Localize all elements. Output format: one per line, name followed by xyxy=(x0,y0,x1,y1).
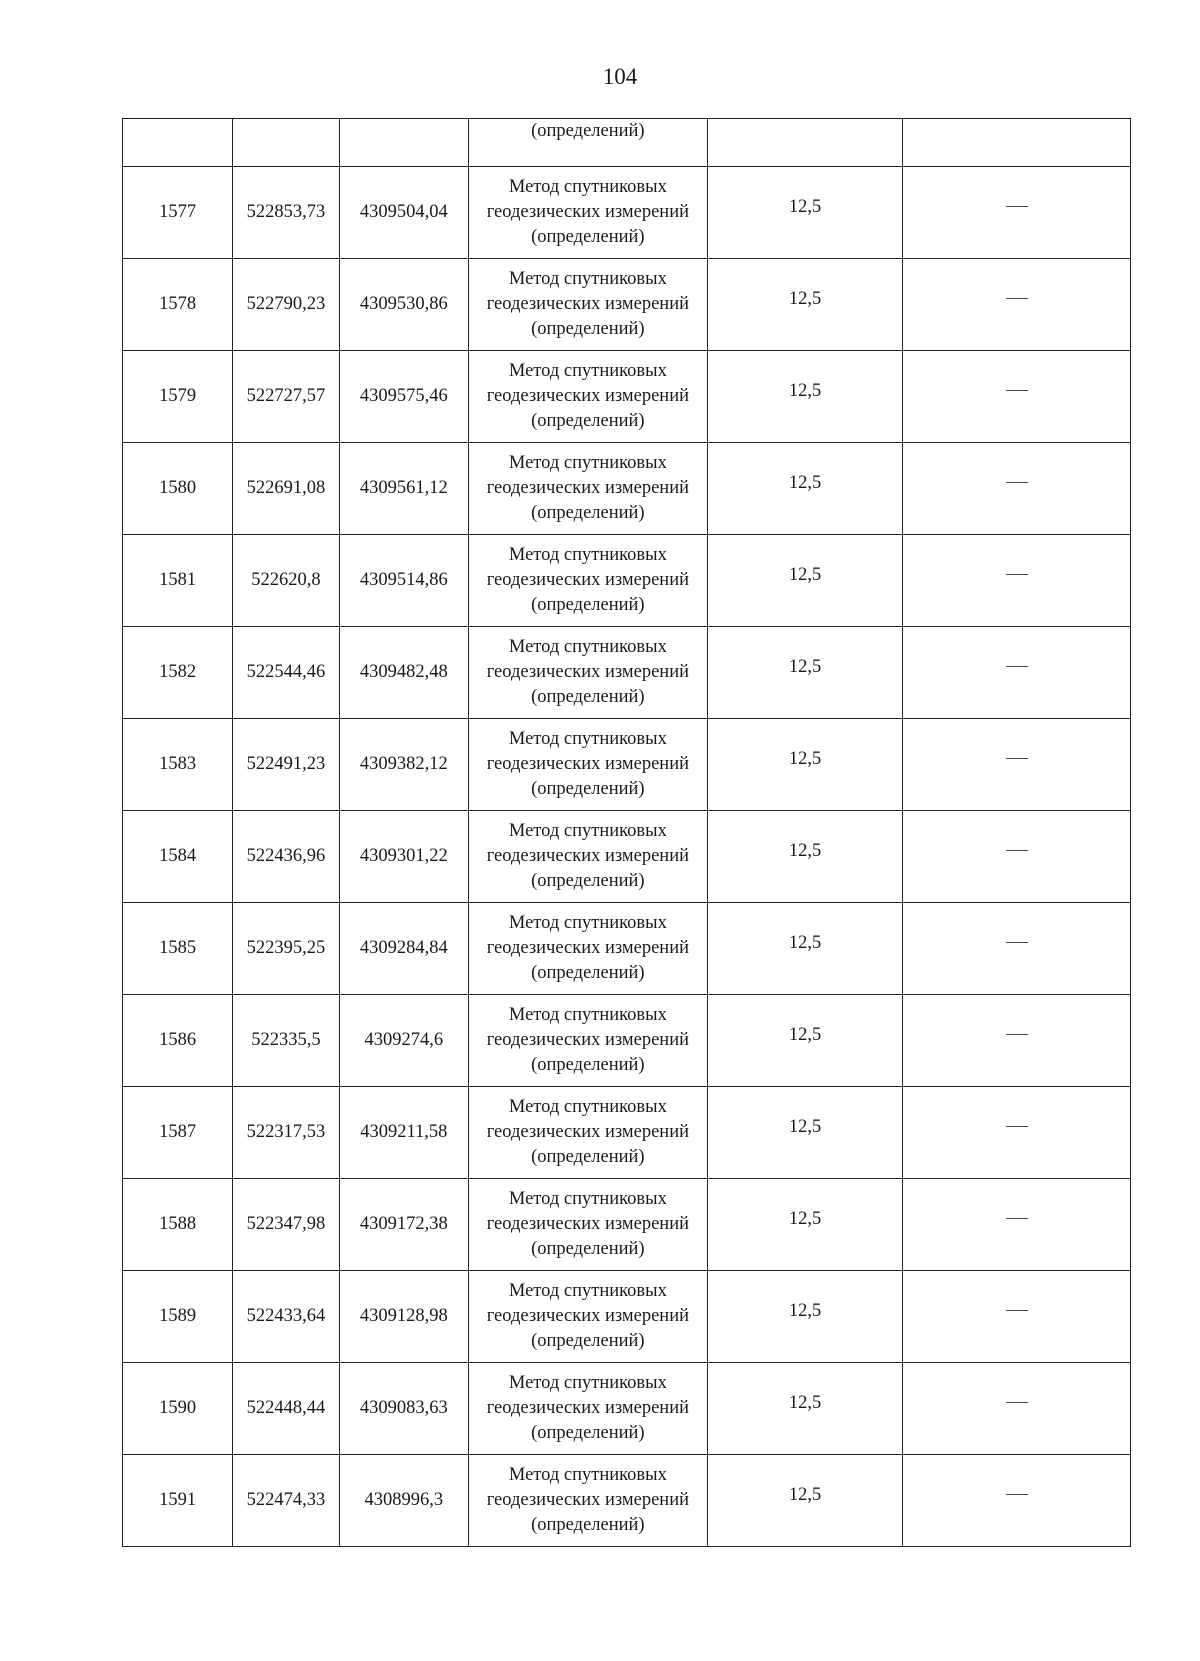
method-line: геодезических измерений xyxy=(486,294,690,314)
cell-description xyxy=(903,811,1131,903)
cell-method xyxy=(469,1363,708,1455)
cell-number: 1580 xyxy=(123,443,233,535)
cell-description xyxy=(903,1087,1131,1179)
accuracy-value: 12,5 xyxy=(788,1393,822,1413)
cell-method xyxy=(469,1179,708,1271)
table-row xyxy=(123,811,1131,903)
cell-x: 522491,23 xyxy=(233,719,339,811)
method-line: геодезических измерений xyxy=(486,846,690,866)
cell-number: 1588 xyxy=(123,1179,233,1271)
cell-y: 4309504,04 xyxy=(339,167,468,259)
cell-y: 4309274,6 xyxy=(339,995,468,1087)
cell-description xyxy=(903,1363,1131,1455)
method-line: (определений) xyxy=(531,963,645,983)
method-line: (определений) xyxy=(531,1515,645,1535)
cell-y: 4309482,48 xyxy=(339,627,468,719)
cell-x: 522436,96 xyxy=(233,811,339,903)
method-line: Метод спутниковых xyxy=(508,637,667,657)
cell-x: 522317,53 xyxy=(233,1087,339,1179)
table-row xyxy=(123,259,1131,351)
method-line: геодезических измерений xyxy=(486,938,690,958)
method-line: геодезических измерений xyxy=(486,570,690,590)
table-row xyxy=(123,1087,1131,1179)
method-line: геодезических измерений xyxy=(486,478,690,498)
cell-x: 522474,33 xyxy=(233,1455,339,1547)
cell-accuracy xyxy=(707,351,903,443)
dash-mark xyxy=(1006,1402,1028,1403)
method-line: Метод спутниковых xyxy=(508,913,667,933)
cell-accuracy xyxy=(707,811,903,903)
cell-y: 4309530,86 xyxy=(339,259,468,351)
cell-method xyxy=(469,443,708,535)
page-number: 104 xyxy=(602,64,638,89)
method-line: (определений) xyxy=(531,411,645,431)
cell-accuracy xyxy=(707,903,903,995)
method-line: геодезических измерений xyxy=(486,1398,690,1418)
cell-method xyxy=(469,995,708,1087)
cell-accuracy xyxy=(707,1363,903,1455)
cell-accuracy xyxy=(707,627,903,719)
cell-x: 522395,25 xyxy=(233,903,339,995)
cell-method xyxy=(469,1087,708,1179)
dash-mark xyxy=(1006,574,1028,575)
dash-mark xyxy=(1006,1310,1028,1311)
cell-description xyxy=(903,1179,1131,1271)
method-line: геодезических измерений xyxy=(486,202,690,222)
accuracy-value: 12,5 xyxy=(788,1485,822,1505)
cell-accuracy xyxy=(707,119,903,167)
cell-method xyxy=(469,119,708,167)
method-line: (определений) xyxy=(531,871,645,891)
accuracy-value: 12,5 xyxy=(788,1301,822,1321)
method-line: (определений) xyxy=(531,503,645,523)
cell-accuracy xyxy=(707,259,903,351)
method-line: (определений) xyxy=(531,1423,645,1443)
table-row xyxy=(123,1271,1131,1363)
cell-x: 522727,57 xyxy=(233,351,339,443)
table-row xyxy=(123,719,1131,811)
cell-number: 1586 xyxy=(123,995,233,1087)
method-line: геодезических измерений xyxy=(486,1214,690,1234)
method-line: (определений) xyxy=(531,1331,645,1351)
method-line: Метод спутниковых xyxy=(508,545,667,565)
method-line: Метод спутниковых xyxy=(508,1097,667,1117)
method-line: (определений) xyxy=(531,121,645,141)
cell-x: 522335,5 xyxy=(233,995,339,1087)
method-line: (определений) xyxy=(531,1055,645,1075)
method-line: (определений) xyxy=(531,687,645,707)
table-row xyxy=(123,1455,1131,1547)
dash-mark xyxy=(1006,850,1028,851)
cell-accuracy xyxy=(707,995,903,1087)
cell-number: 1583 xyxy=(123,719,233,811)
cell-x: 522433,64 xyxy=(233,1271,339,1363)
method-line: (определений) xyxy=(531,1147,645,1167)
table-row xyxy=(123,627,1131,719)
cell-description xyxy=(903,1455,1131,1547)
accuracy-value: 12,5 xyxy=(788,1117,822,1137)
accuracy-value: 12,5 xyxy=(788,841,822,861)
method-line: Метод спутниковых xyxy=(508,1373,667,1393)
cell-method xyxy=(469,811,708,903)
table-row xyxy=(123,903,1131,995)
cell-method xyxy=(469,627,708,719)
cell-description xyxy=(903,1271,1131,1363)
method-line: Метод спутниковых xyxy=(508,1465,667,1485)
method-line: Метод спутниковых xyxy=(508,821,667,841)
method-line: геодезических измерений xyxy=(486,1306,690,1326)
cell-number: 1581 xyxy=(123,535,233,627)
cell-method xyxy=(469,719,708,811)
cell-number: 1582 xyxy=(123,627,233,719)
cell-method xyxy=(469,351,708,443)
table-row xyxy=(123,995,1131,1087)
cell-method xyxy=(469,535,708,627)
cell-number xyxy=(123,119,233,167)
table-row xyxy=(123,167,1131,259)
cell-description xyxy=(903,719,1131,811)
method-line: (определений) xyxy=(531,779,645,799)
accuracy-value: 12,5 xyxy=(788,565,822,585)
cell-number: 1585 xyxy=(123,903,233,995)
cell-method xyxy=(469,903,708,995)
accuracy-value: 12,5 xyxy=(788,933,822,953)
cell-method xyxy=(469,167,708,259)
method-line: Метод спутниковых xyxy=(508,269,667,289)
cell-x: 522620,8 xyxy=(233,535,339,627)
cell-accuracy xyxy=(707,167,903,259)
cell-y: 4309211,58 xyxy=(339,1087,468,1179)
cell-number: 1589 xyxy=(123,1271,233,1363)
dash-mark xyxy=(1006,206,1028,207)
table-row xyxy=(123,351,1131,443)
method-line: (определений) xyxy=(531,227,645,247)
method-line: Метод спутниковых xyxy=(508,729,667,749)
cell-number: 1578 xyxy=(123,259,233,351)
method-line: Метод спутниковых xyxy=(508,1005,667,1025)
accuracy-value: 12,5 xyxy=(788,197,822,217)
method-line: (определений) xyxy=(531,595,645,615)
cell-y: 4309561,12 xyxy=(339,443,468,535)
cell-number: 1587 xyxy=(123,1087,233,1179)
method-line: Метод спутниковых xyxy=(508,361,667,381)
dash-mark xyxy=(1006,942,1028,943)
accuracy-value: 12,5 xyxy=(788,289,822,309)
cell-description xyxy=(903,259,1131,351)
method-line: геодезических измерений xyxy=(486,1490,690,1510)
cell-y: 4309172,38 xyxy=(339,1179,468,1271)
cell-accuracy xyxy=(707,719,903,811)
table-row-continuation xyxy=(123,119,1131,167)
method-line: геодезических измерений xyxy=(486,386,690,406)
cell-number: 1579 xyxy=(123,351,233,443)
method-line: Метод спутниковых xyxy=(508,453,667,473)
dash-mark xyxy=(1006,1218,1028,1219)
cell-number: 1577 xyxy=(123,167,233,259)
dash-mark xyxy=(1006,298,1028,299)
cell-y: 4309284,84 xyxy=(339,903,468,995)
cell-method xyxy=(469,1271,708,1363)
cell-x: 522448,44 xyxy=(233,1363,339,1455)
table-body xyxy=(123,119,1131,1547)
cell-x: 522544,46 xyxy=(233,627,339,719)
table-row xyxy=(123,443,1131,535)
cell-y xyxy=(339,119,468,167)
cell-x: 522790,23 xyxy=(233,259,339,351)
cell-x: 522691,08 xyxy=(233,443,339,535)
cell-number: 1584 xyxy=(123,811,233,903)
dash-mark xyxy=(1006,666,1028,667)
cell-accuracy xyxy=(707,1087,903,1179)
accuracy-value: 12,5 xyxy=(788,1209,822,1229)
cell-description xyxy=(903,627,1131,719)
dash-mark xyxy=(1006,1126,1028,1127)
method-line: геодезических измерений xyxy=(486,1030,690,1050)
table-row xyxy=(123,535,1131,627)
dash-mark xyxy=(1006,390,1028,391)
cell-x xyxy=(233,119,339,167)
cell-y: 4309382,12 xyxy=(339,719,468,811)
cell-number: 1590 xyxy=(123,1363,233,1455)
cell-description xyxy=(903,535,1131,627)
cell-y: 4309575,46 xyxy=(339,351,468,443)
method-line: геодезических измерений xyxy=(486,662,690,682)
cell-y: 4309128,98 xyxy=(339,1271,468,1363)
accuracy-value: 12,5 xyxy=(788,657,822,677)
dash-mark xyxy=(1006,1494,1028,1495)
cell-method xyxy=(469,259,708,351)
cell-y: 4309514,86 xyxy=(339,535,468,627)
cell-y: 4309301,22 xyxy=(339,811,468,903)
cell-description xyxy=(903,903,1131,995)
dash-mark xyxy=(1006,1034,1028,1035)
cell-description xyxy=(903,119,1131,167)
method-line: (определений) xyxy=(531,319,645,339)
cell-number: 1591 xyxy=(123,1455,233,1547)
method-line: Метод спутниковых xyxy=(508,177,667,197)
cell-accuracy xyxy=(707,443,903,535)
method-line: геодезических измерений xyxy=(486,754,690,774)
coordinates-table xyxy=(122,118,1131,1547)
cell-description xyxy=(903,443,1131,535)
cell-accuracy xyxy=(707,1271,903,1363)
dash-mark xyxy=(1006,758,1028,759)
dash-mark xyxy=(1006,482,1028,483)
accuracy-value: 12,5 xyxy=(788,381,822,401)
cell-description xyxy=(903,351,1131,443)
cell-accuracy xyxy=(707,1179,903,1271)
table-row xyxy=(123,1179,1131,1271)
method-line: геодезических измерений xyxy=(486,1122,690,1142)
method-line: (определений) xyxy=(531,1239,645,1259)
accuracy-value: 12,5 xyxy=(788,1025,822,1045)
table-row xyxy=(123,1363,1131,1455)
cell-accuracy xyxy=(707,1455,903,1547)
cell-description xyxy=(903,995,1131,1087)
cell-y: 4308996,3 xyxy=(339,1455,468,1547)
cell-accuracy xyxy=(707,535,903,627)
cell-x: 522347,98 xyxy=(233,1179,339,1271)
accuracy-value: 12,5 xyxy=(788,473,822,493)
cell-x: 522853,73 xyxy=(233,167,339,259)
method-line: Метод спутниковых xyxy=(508,1189,667,1209)
cell-method xyxy=(469,1455,708,1547)
method-line: Метод спутниковых xyxy=(508,1281,667,1301)
cell-y: 4309083,63 xyxy=(339,1363,468,1455)
accuracy-value: 12,5 xyxy=(788,749,822,769)
cell-description xyxy=(903,167,1131,259)
